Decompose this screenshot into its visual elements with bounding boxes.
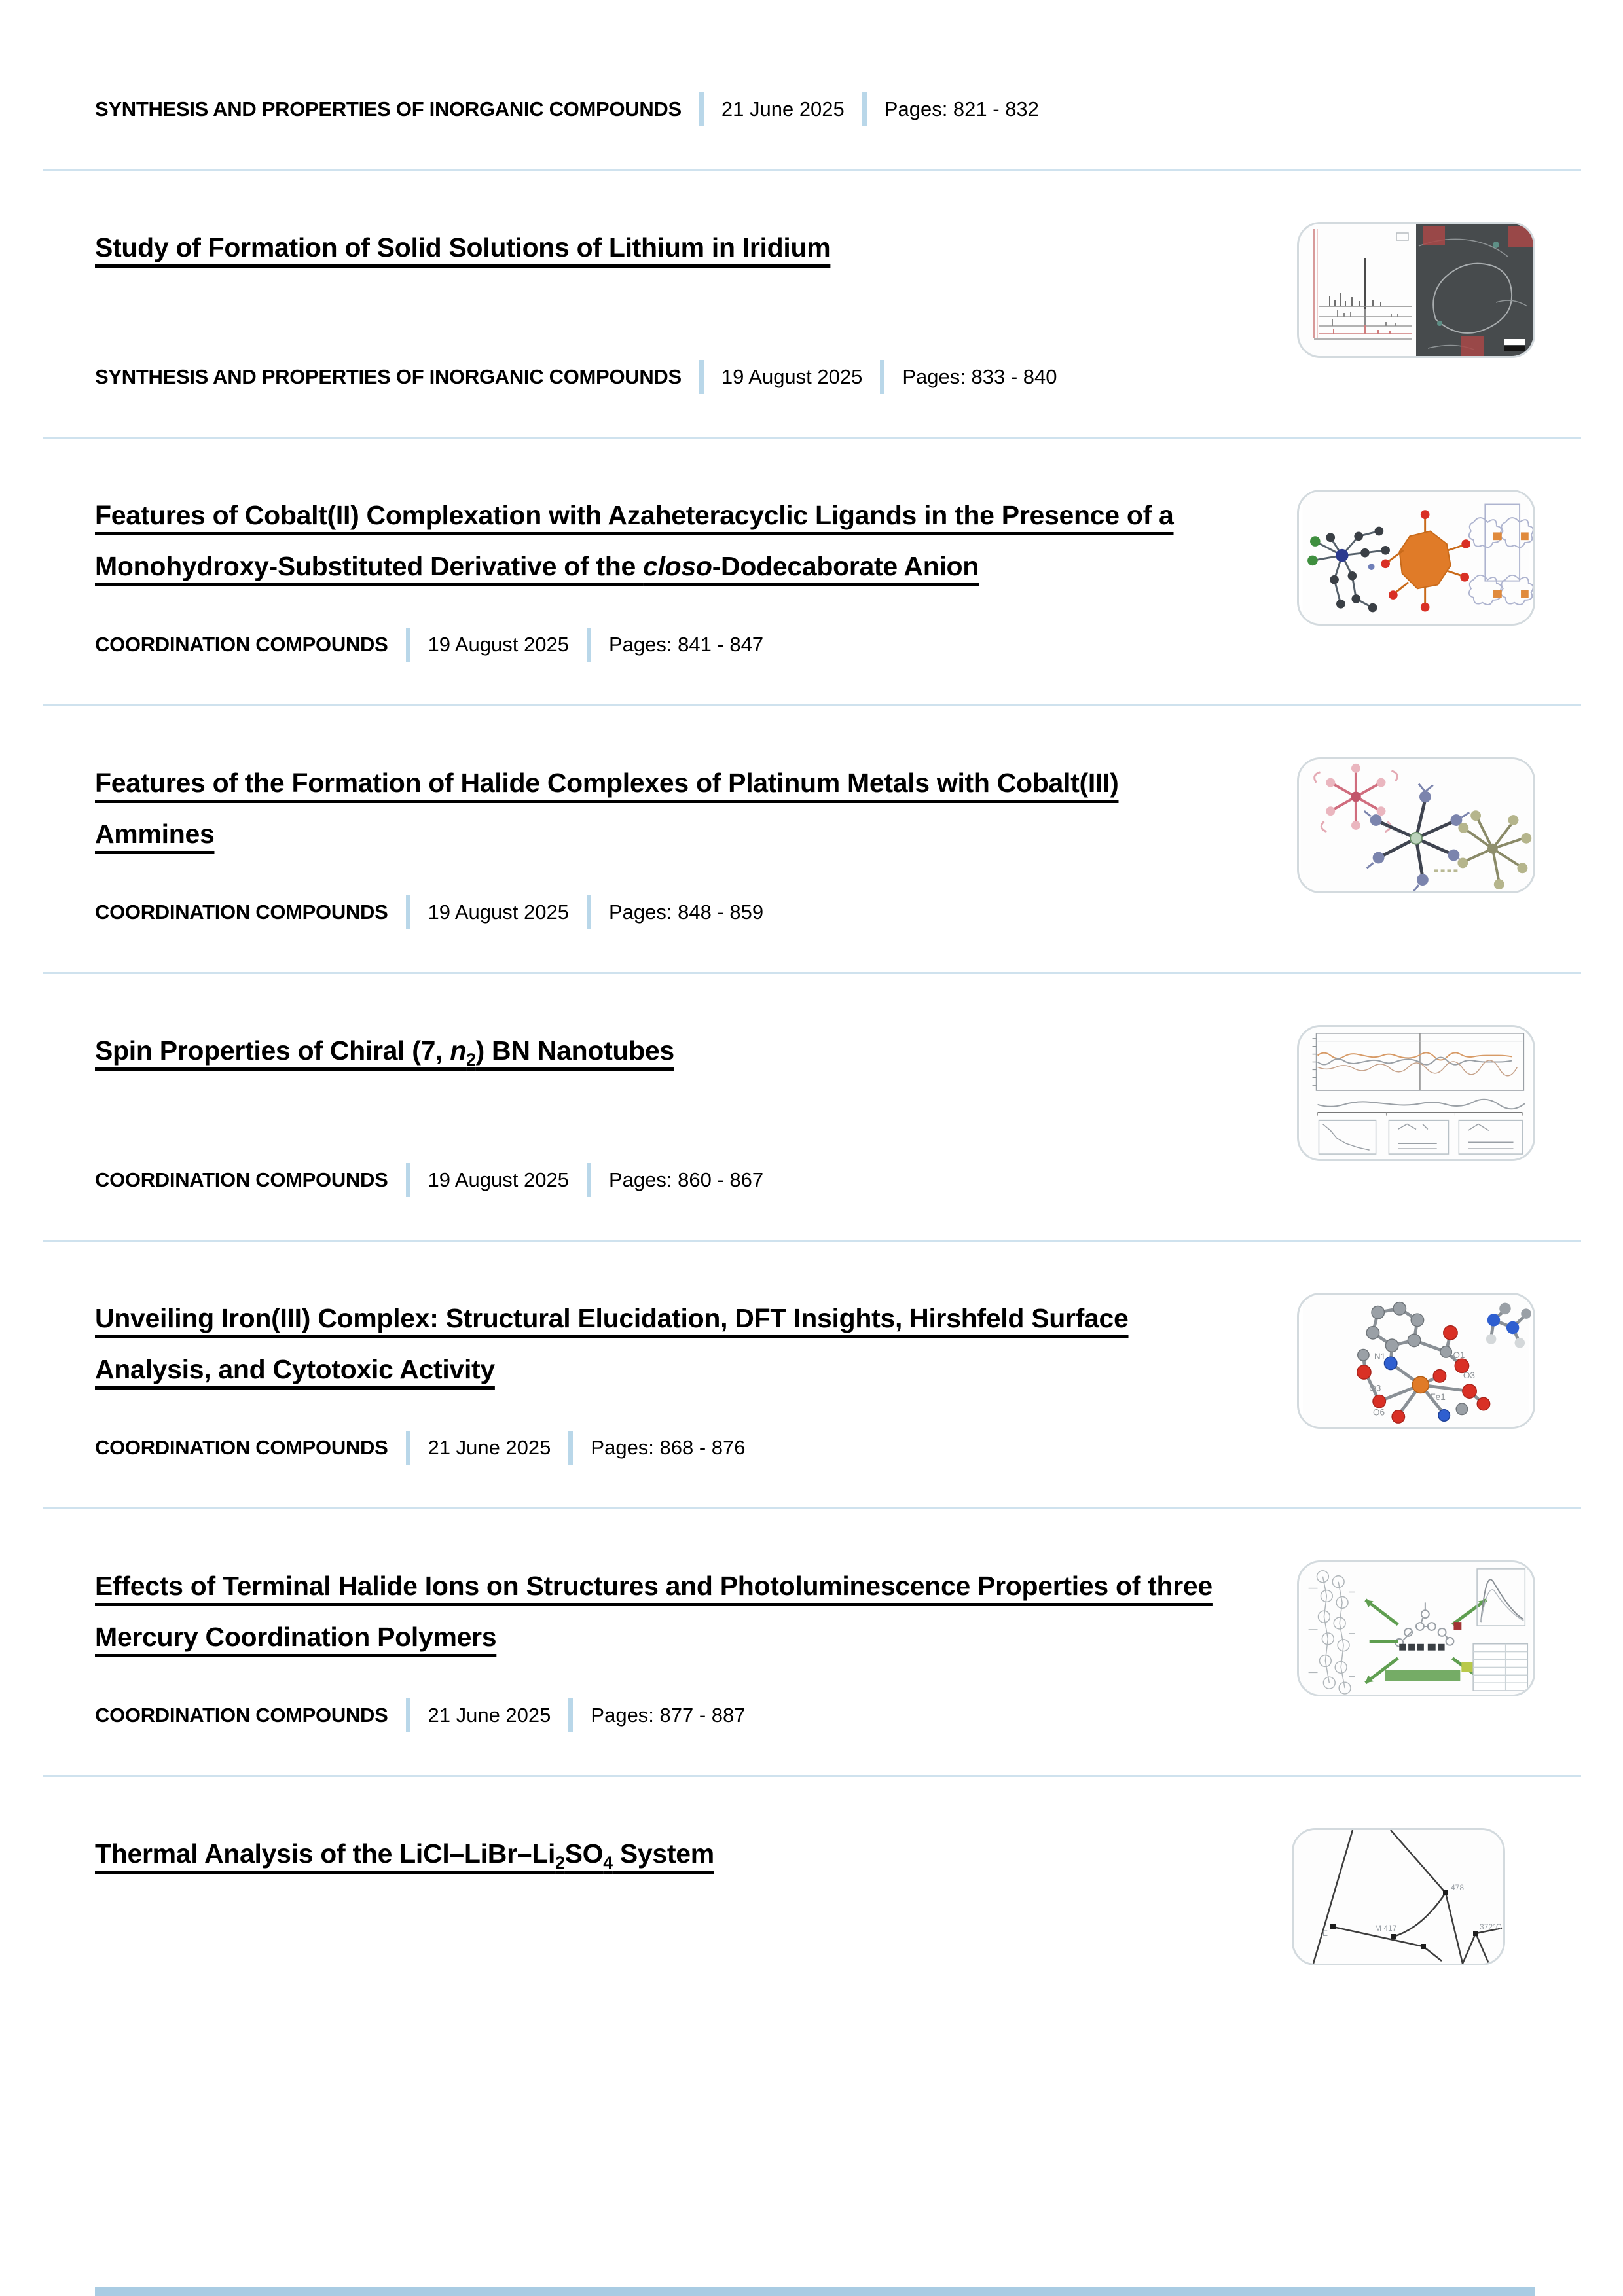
entry-divider [43, 972, 1581, 974]
article-title-link[interactable]: Features of Cobalt(II) Complexation with Azaheteracyclic Ligands in the Presence of a Monohydroxy-Substituted Derivative of the closo-Dodecaborate Anion [95, 500, 1174, 581]
article-title [95, 757, 1221, 859]
entry-divider [43, 1240, 1581, 1242]
page-range: Pages: 821 - 832 [884, 98, 1039, 120]
article-thumbnail-mercury-polymers[interactable] [1297, 1560, 1535, 1696]
article-entry [95, 1828, 1535, 1965]
mercury-polymers-figure [1299, 1562, 1533, 1695]
svg-text:M 417: M 417 [1375, 1924, 1397, 1933]
cobalt-complex-figure [1299, 492, 1533, 624]
article-title [95, 490, 1221, 592]
svg-text:N1: N1 [1374, 1352, 1386, 1362]
article-entry [95, 757, 1535, 931]
article-title [95, 1293, 1221, 1395]
page-range: Pages: 848 - 859 [608, 901, 764, 924]
meta-separator [568, 1431, 573, 1465]
article-title [95, 1025, 1221, 1076]
phase-diagram-figure [1294, 1830, 1503, 1964]
article-meta-row [95, 1161, 1535, 1199]
publication-date: 19 August 2025 [721, 365, 863, 388]
article-thumbnail-xrd-sem[interactable] [1297, 222, 1535, 358]
meta-separator [406, 1163, 410, 1197]
article-entry [95, 1293, 1535, 1467]
svg-text:Fe1: Fe1 [1430, 1392, 1446, 1403]
meta-separator [587, 895, 591, 929]
meta-separator [406, 1698, 410, 1732]
meta-separator [862, 92, 867, 126]
entry-divider [43, 437, 1581, 439]
page-range: Pages: 877 - 887 [591, 1704, 746, 1727]
publication-date: 21 June 2025 [428, 1704, 551, 1727]
article-meta-row [95, 1696, 1535, 1734]
section-label: COORDINATION COMPOUNDS [95, 901, 388, 924]
svg-text:O6: O6 [1372, 1407, 1385, 1418]
svg-text:372°C: 372°C [1480, 1922, 1502, 1931]
page-range: Pages: 841 - 847 [608, 633, 764, 656]
article-meta-row [95, 358, 1535, 396]
meta-separator [406, 628, 410, 662]
article-title-link[interactable]: Effects of Terminal Halide Ions on Structures and Photoluminescence Properties of three Mercury Coordination Polymers [95, 1571, 1213, 1652]
spin-plots-figure [1299, 1027, 1533, 1159]
article-thumbnail-halide-complexes[interactable] [1297, 757, 1535, 893]
article-meta-row [95, 893, 1535, 931]
article-title [95, 1560, 1221, 1662]
section-label: SYNTHESIS AND PROPERTIES OF INORGANIC COMPOUNDS [95, 365, 682, 388]
article-entry [95, 222, 1535, 396]
publication-date: 19 August 2025 [428, 1168, 569, 1191]
article-title-link[interactable]: Study of Formation of Solid Solutions of Lithium in Iridium [95, 232, 831, 262]
section-label: SYNTHESIS AND PROPERTIES OF INORGANIC COMPOUNDS [95, 98, 682, 120]
page-range: Pages: 860 - 867 [608, 1168, 764, 1191]
publication-date: 19 August 2025 [428, 901, 569, 924]
meta-separator [880, 360, 884, 394]
article-title-link[interactable]: Spin Properties of Chiral (7, $n_2$) BN Nanotubes [95, 1035, 674, 1070]
section-label: COORDINATION COMPOUNDS [95, 1168, 388, 1191]
page-range: Pages: 868 - 876 [591, 1436, 746, 1459]
iron-complex-figure [1299, 1295, 1533, 1427]
publication-date: 21 June 2025 [428, 1436, 551, 1459]
meta-separator [406, 895, 410, 929]
svg-text:O1: O1 [1453, 1350, 1465, 1361]
article-title-link[interactable]: Thermal Analysis of the LiCl–$LiBr-Li_2SO_4$ System [95, 1839, 714, 1873]
entry-divider [43, 1507, 1581, 1509]
svg-text:E: E [1322, 1929, 1328, 1938]
article-title [95, 222, 1221, 273]
entry-divider [43, 1775, 1581, 1777]
article-meta-row [95, 1429, 1535, 1467]
section-label: COORDINATION COMPOUNDS [95, 1704, 388, 1727]
svg-text:O3: O3 [1369, 1383, 1381, 1393]
meta-separator [699, 92, 704, 126]
publication-date: 19 August 2025 [428, 633, 569, 656]
section-label: COORDINATION COMPOUNDS [95, 633, 388, 656]
article-title-link[interactable]: Features of the Formation of Halide Complexes of Platinum Metals with Cobalt(III) Ammines [95, 768, 1119, 849]
page-range: Pages: 833 - 840 [902, 365, 1057, 388]
article-meta-row [95, 626, 1535, 664]
meta-separator [587, 1163, 591, 1197]
publication-date: 21 June 2025 [721, 98, 845, 120]
meta-separator [406, 1431, 410, 1465]
article-title-link[interactable]: Unveiling Iron(III) Complex: Structural Elucidation, DFT Insights, Hirshfeld Surface Analysis, and Cytotoxic Activity [95, 1303, 1129, 1384]
svg-text:478: 478 [1451, 1883, 1465, 1892]
article-meta-row [95, 90, 1535, 128]
section-label: COORDINATION COMPOUNDS [95, 1436, 388, 1459]
entry-divider [43, 169, 1581, 171]
article-thumbnail-spin-plots[interactable] [1297, 1025, 1535, 1161]
entry-divider [43, 704, 1581, 706]
article-thumbnail-cobalt-complex[interactable] [1297, 490, 1535, 626]
article-entry [95, 490, 1535, 664]
article-entry [95, 1560, 1535, 1734]
xrd-sem-figure [1299, 224, 1533, 356]
meta-separator [568, 1698, 573, 1732]
svg-text:O3: O3 [1463, 1371, 1475, 1381]
halide-complexes-figure [1299, 759, 1533, 891]
meta-separator [587, 628, 591, 662]
bottom-divider-bar [95, 2287, 1535, 2296]
article-thumbnail-phase-diagram[interactable] [1292, 1828, 1505, 1965]
article-title [95, 1828, 1221, 1879]
article-thumbnail-iron-complex[interactable] [1297, 1293, 1535, 1429]
article-entry [95, 1025, 1535, 1199]
meta-separator [699, 360, 704, 394]
